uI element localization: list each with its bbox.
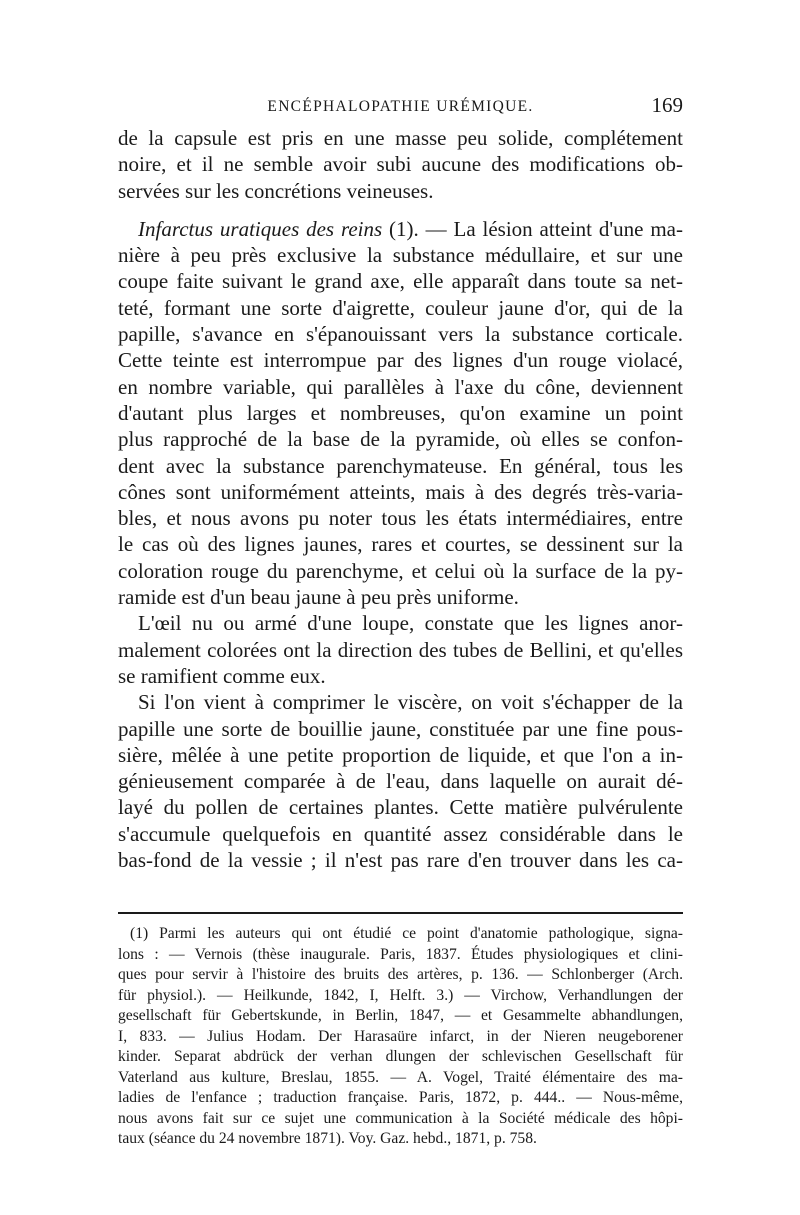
text-line: L'œil nu ou armé d'une loupe, constate que les lignes anor- xyxy=(138,611,683,636)
footnote-line: ladies de l'enfance ; traduction française. Paris, 1872, p. 444.. — Nous-même, xyxy=(118,1089,683,1106)
text-line: malement colorées ont la direction des tubes de Bellini, et qu'elles xyxy=(118,637,683,662)
text-line: en nombre variable, qui parallèles à l'axe du cône, deviennent xyxy=(118,374,683,399)
footnote-line: nous avons fait sur ce sujet une communication à la Société médicale des hôpi- xyxy=(118,1109,683,1127)
footnote-line: gesellschaft für Gebertskunde, in Berlin, 1847, — et Gesammelte abhandlungen, xyxy=(118,1007,683,1024)
text-line: plus rapproché de la base de la pyramide, où elles se confon- xyxy=(118,427,683,452)
page-number: 169 xyxy=(651,93,683,117)
footnote-line: lons : — Vernois (thèse inaugurale. Paris, 1837. Études physiologiques et clini- xyxy=(118,945,683,963)
text-line: teté, formant une sorte d'aigrette, couleur jaune d'or, qui de la xyxy=(118,295,683,320)
footnote-line: ques pour servir à l'histoire des bruits des artères, p. 136. — Schlonberger (Arch. xyxy=(118,966,683,983)
text-line: de la capsule est pris en une masse peu solide, complétement xyxy=(118,126,683,150)
text-line: ramide est d'un beau jaune à peu près uniforme. xyxy=(118,585,519,610)
text-line: layé du pollen de certaines plantes. Cette matière pulvérulente xyxy=(118,795,683,820)
section-heading: Infarctus uratiques des reins xyxy=(138,216,383,241)
text-line: Cette teinte est interrompue par des lignes d'un rouge violacé, xyxy=(118,348,683,373)
footnote-line: (1) Parmi les auteurs qui ont étudié ce point d'anatomie pathologique, signa- xyxy=(130,925,683,942)
footnote xyxy=(118,924,683,1150)
footnote-line: Vaterland aus kulture, Breslau, 1855. — A. Vogel, Traité élémentaire des ma- xyxy=(118,1068,683,1086)
running-title: ENCÉPHALOPATHIE URÉMIQUE. xyxy=(267,98,534,115)
text-line: papille, s'avance en s'épanouissant vers la substance corticale. xyxy=(118,322,683,347)
text-line: sière, mêlée à une petite proportion de liquide, et que l'on a in- xyxy=(118,742,683,767)
text-line: noire, et il ne semble avoir subi aucune des modifications ob- xyxy=(118,152,683,177)
text-line: génieusement comparée à de l'eau, dans laquelle on aurait dé- xyxy=(118,769,683,794)
text-line: cônes sont uniformément atteints, mais à des degrés très-varia- xyxy=(118,479,683,504)
text-line: d'autant plus larges et nombreuses, qu'on examine un point xyxy=(118,400,683,425)
text-line: se ramifient comme eux. xyxy=(118,663,326,688)
text-line: bles, et nous avons pu noter tous les états intermédiaires, entre xyxy=(118,506,683,531)
footnote-line: I, 833. — Julius Hodam. Der Harasaüre infarct, in der Nieren neugeborener xyxy=(118,1027,683,1045)
text-line: bas-fond de la vessie ; il n'est pas rare d'en trouver dans les ca- xyxy=(118,848,683,873)
text-line: coupe faite suivant le grand axe, elle apparaît dans toute sa net- xyxy=(118,269,683,294)
text-line: papille une sorte de bouillie jaune, constituée par une fine pous- xyxy=(118,716,683,741)
text-line: le cas où des lignes jaunes, rares et courtes, se dessinent sur la xyxy=(118,532,683,557)
footnote-divider xyxy=(118,912,683,914)
footnote-line: kinder. Separat abdrück der verhan dlungen der schlevischen Gesellschaft für xyxy=(118,1048,683,1065)
footnote-line: taux (séance du 24 novembre 1871). Voy. Gaz. hebd., 1871, p. 758. xyxy=(118,1130,537,1147)
text-line: servées sur les concrétions veineuses. xyxy=(118,178,434,203)
page-header xyxy=(118,93,683,123)
footnote-reference: (1). — La lésion atteint d'une ma- xyxy=(382,216,683,241)
text-line: s'accumule quelquefois en quantité assez considérable dans le xyxy=(118,821,683,846)
body-text xyxy=(118,125,683,873)
text-line: Si l'on vient à comprimer le viscère, on voit s'échapper de la xyxy=(138,690,683,715)
section-first-line xyxy=(118,216,683,242)
text-line: nière à peu près exclusive la substance médullaire, et sur une xyxy=(118,243,683,268)
text-line: dent avec la substance parenchymateuse. En général, tous les xyxy=(118,453,683,478)
text-line: coloration rouge du parenchyme, et celui où la surface de la py- xyxy=(118,558,683,583)
footnote-line: für physiol.). — Heilkunde, 1842, I, Helft. 3.) — Virchow, Verhandlungen der xyxy=(118,986,683,1004)
